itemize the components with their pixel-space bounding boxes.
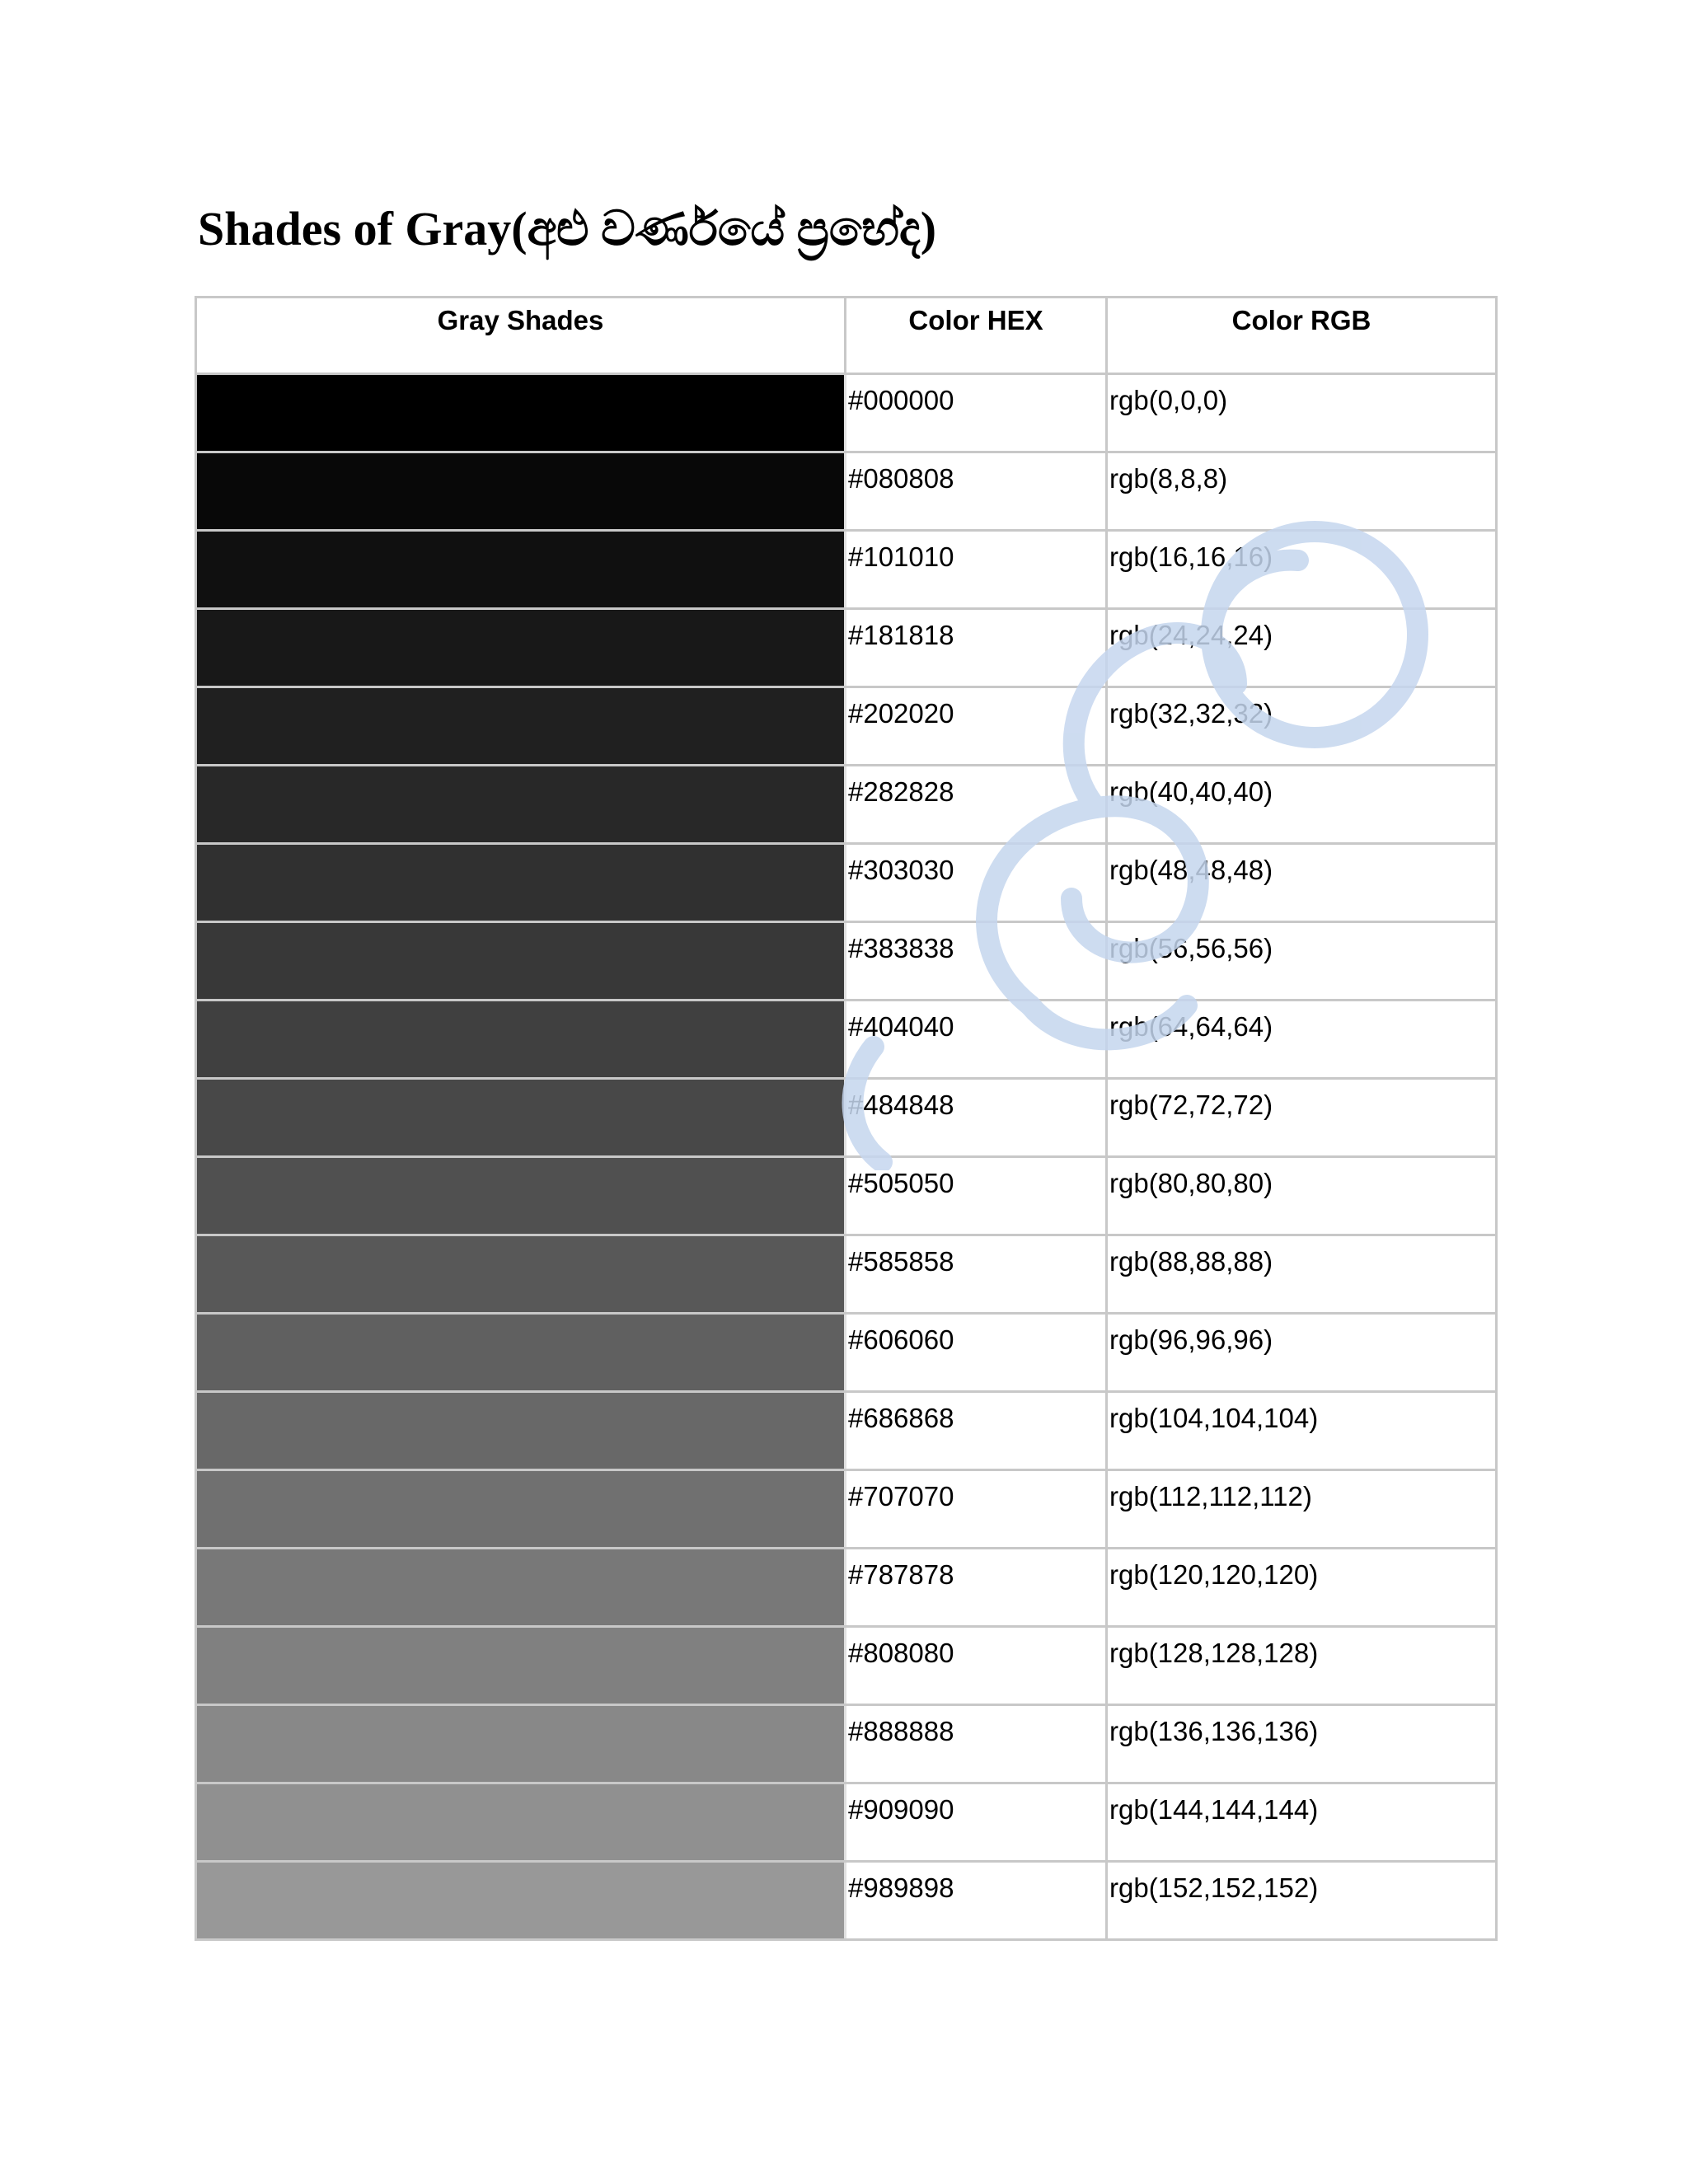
- hex-value: #808080: [846, 1627, 1107, 1705]
- header-gray-shades: Gray Shades: [196, 298, 846, 374]
- rgb-value: rgb(136,136,136): [1107, 1705, 1497, 1783]
- header-color-rgb: Color RGB: [1107, 298, 1497, 374]
- rgb-value: rgb(112,112,112): [1107, 1470, 1497, 1549]
- hex-value: #686868: [846, 1392, 1107, 1470]
- rgb-value: rgb(104,104,104): [1107, 1392, 1497, 1470]
- gray-swatch: [196, 1862, 846, 1940]
- rgb-value: rgb(0,0,0): [1107, 374, 1497, 452]
- gray-swatch: [196, 1549, 846, 1627]
- gray-swatch: [196, 374, 846, 452]
- rgb-value: rgb(16,16,16): [1107, 531, 1497, 609]
- rgb-value: rgb(64,64,64): [1107, 1001, 1497, 1079]
- gray-swatch: [196, 687, 846, 766]
- gray-swatch: [196, 452, 846, 531]
- hex-value: #606060: [846, 1314, 1107, 1392]
- hex-value: #787878: [846, 1549, 1107, 1627]
- rgb-value: rgb(8,8,8): [1107, 452, 1497, 531]
- table-row: [196, 1470, 1497, 1549]
- table-row: [196, 1235, 1497, 1314]
- hex-value: #404040: [846, 1001, 1107, 1079]
- gray-swatch: [196, 531, 846, 609]
- hex-value: #909090: [846, 1783, 1107, 1862]
- table-body: [196, 374, 1497, 1940]
- hex-value: #585858: [846, 1235, 1107, 1314]
- rgb-value: rgb(152,152,152): [1107, 1862, 1497, 1940]
- table-row: [196, 844, 1497, 922]
- gray-swatch: [196, 1705, 846, 1783]
- gray-swatch: [196, 609, 846, 687]
- hex-value: #383838: [846, 922, 1107, 1001]
- table-row: [196, 1001, 1497, 1079]
- rgb-value: rgb(144,144,144): [1107, 1783, 1497, 1862]
- rgb-value: rgb(120,120,120): [1107, 1549, 1497, 1627]
- hex-value: #484848: [846, 1079, 1107, 1157]
- gray-swatch: [196, 922, 846, 1001]
- gray-swatch: [196, 1157, 846, 1235]
- rgb-value: rgb(96,96,96): [1107, 1314, 1497, 1392]
- table-row: [196, 1079, 1497, 1157]
- table-header-row: [196, 298, 1497, 374]
- hex-value: #303030: [846, 844, 1107, 922]
- hex-value: #888888: [846, 1705, 1107, 1783]
- table-row: [196, 1157, 1497, 1235]
- gray-shades-table: [195, 296, 1498, 1941]
- table-row: [196, 1392, 1497, 1470]
- rgb-value: rgb(56,56,56): [1107, 922, 1497, 1001]
- table-row: [196, 374, 1497, 452]
- hex-value: #707070: [846, 1470, 1107, 1549]
- table-row: [196, 1549, 1497, 1627]
- rgb-value: rgb(72,72,72): [1107, 1079, 1497, 1157]
- gray-swatch: [196, 1314, 846, 1392]
- gray-swatch: [196, 1470, 846, 1549]
- table-row: [196, 922, 1497, 1001]
- hex-value: #080808: [846, 452, 1107, 531]
- gray-swatch: [196, 1001, 846, 1079]
- rgb-value: rgb(32,32,32): [1107, 687, 1497, 766]
- gray-swatch: [196, 1392, 846, 1470]
- gray-swatch: [196, 766, 846, 844]
- hex-value: #505050: [846, 1157, 1107, 1235]
- hex-value: #181818: [846, 609, 1107, 687]
- table-row: [196, 609, 1497, 687]
- rgb-value: rgb(80,80,80): [1107, 1157, 1497, 1235]
- rgb-value: rgb(88,88,88): [1107, 1235, 1497, 1314]
- hex-value: #000000: [846, 374, 1107, 452]
- table-row: [196, 1627, 1497, 1705]
- table-row: [196, 531, 1497, 609]
- gray-swatch: [196, 1235, 846, 1314]
- gray-swatch: [196, 1627, 846, 1705]
- hex-value: #282828: [846, 766, 1107, 844]
- gray-swatch: [196, 844, 846, 922]
- hex-value: #101010: [846, 531, 1107, 609]
- gray-swatch: [196, 1783, 846, 1862]
- rgb-value: rgb(128,128,128): [1107, 1627, 1497, 1705]
- table-row: [196, 452, 1497, 531]
- table-row: [196, 687, 1497, 766]
- hex-value: #989898: [846, 1862, 1107, 1940]
- table-row: [196, 1705, 1497, 1783]
- gray-swatch: [196, 1079, 846, 1157]
- table-row: [196, 1783, 1497, 1862]
- rgb-value: rgb(24,24,24): [1107, 609, 1497, 687]
- table-row: [196, 1314, 1497, 1392]
- table-row: [196, 1862, 1497, 1940]
- table-row: [196, 766, 1497, 844]
- page-title: Shades of Gray(අළු වර්ණයේ ප්‍රභේද): [198, 202, 937, 255]
- rgb-value: rgb(48,48,48): [1107, 844, 1497, 922]
- rgb-value: rgb(40,40,40): [1107, 766, 1497, 844]
- hex-value: #202020: [846, 687, 1107, 766]
- header-color-hex: Color HEX: [846, 298, 1107, 374]
